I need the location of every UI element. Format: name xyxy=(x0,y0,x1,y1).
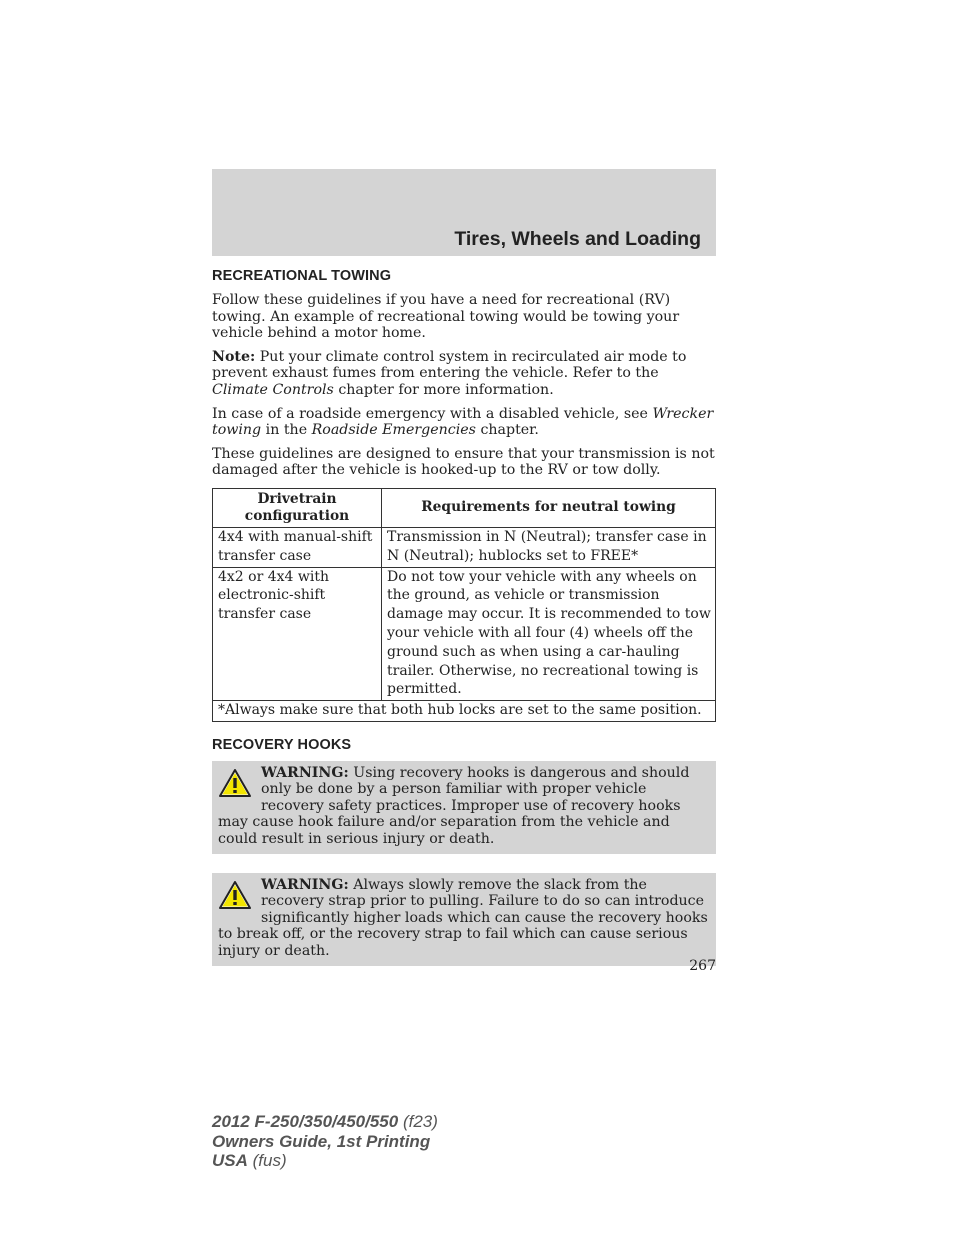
recreational-towing-heading: RECREATIONAL TOWING xyxy=(212,268,392,284)
page-number: 267 xyxy=(689,958,716,974)
page-content xyxy=(212,266,716,985)
requirements-cell: Do not tow your vehicle with any wheels on the ground, as vehicle or transmission damage may occur. It is recommended to tow your vehicle with all four (4) wheels off the ground such as when using a car-hauling trailer. Otherwise, no recreational towing is permitted. xyxy=(382,567,716,701)
footer-model-code: (f23) xyxy=(398,1112,438,1131)
warning-triangle-icon xyxy=(218,768,252,798)
warning-box xyxy=(212,873,716,966)
footer-line-3 xyxy=(212,1151,438,1171)
document-footer xyxy=(212,1112,438,1171)
table-footnote: *Always make sure that both hub locks are set to the same position. xyxy=(213,701,716,722)
footer-region-code: (fus) xyxy=(247,1151,287,1171)
roadside-emergencies-reference: Roadside Emergencies xyxy=(311,422,476,439)
emergency-paragraph xyxy=(212,406,716,439)
note-text-2: chapter for more information. xyxy=(333,381,554,398)
footer-region: USA xyxy=(212,1151,248,1171)
warning-label: WARNING: xyxy=(261,876,349,893)
intro-paragraph: Follow these guidelines if you have a need for recreational (RV) towing. An example of recreational towing would be towing your vehicle behind a motor home. xyxy=(212,292,680,342)
climate-controls-reference: Climate Controls xyxy=(212,381,334,398)
emergency-text-3: chapter. xyxy=(475,422,539,439)
footer-line-1 xyxy=(212,1112,438,1132)
chapter-header xyxy=(212,169,716,256)
note-text-1: Put your climate control system in recirculated air mode to prevent exhaust fumes from entering the vehicle. Refer to the xyxy=(212,348,687,382)
drivetrain-header: Drivetrain configuration xyxy=(213,488,382,527)
table-row xyxy=(213,567,716,701)
warning-triangle-icon xyxy=(218,880,252,910)
warning-label: WARNING: xyxy=(261,764,349,781)
wrecker-towing-reference: Wrecker towing xyxy=(212,405,714,439)
footer-line-2 xyxy=(212,1132,438,1152)
footer-model: 2012 F-250/350/450/550 xyxy=(212,1112,399,1131)
table-footnote-row xyxy=(213,701,716,722)
towing-requirements-table xyxy=(212,488,716,722)
warning-text: Always slowly remove the slack from the recovery strap prior to pulling. Failure to do so can introduce significantly higher loads which can cause the recovery hooks to break off, or the recovery strap to fail which can cause serious injury or death. xyxy=(218,876,708,959)
drivetrain-cell: 4x4 with manual-shift transfer case xyxy=(213,527,382,567)
requirements-cell: Transmission in N (Neutral); transfer case in N (Neutral); hublocks set to FREE* xyxy=(382,527,716,567)
table-row xyxy=(213,527,716,567)
emergency-text-1: In case of a roadside emergency with a disabled vehicle, see xyxy=(212,405,653,422)
emergency-text-2: in the xyxy=(261,422,312,439)
warning-text: Using recovery hooks is dangerous and should only be done by a person familiar with proper vehicle recovery safety practices. Improper use of recovery hooks may cause hook failure and/or separation from the vehicle and could result in serious injury or death. xyxy=(218,764,690,847)
table-header-row xyxy=(213,488,716,527)
chapter-title: Tires, Wheels and Loading xyxy=(454,228,701,250)
recovery-hooks-heading: RECOVERY HOOKS xyxy=(212,736,352,753)
note-label: Note: xyxy=(212,348,256,365)
drivetrain-cell: 4x2 or 4x4 with electronic-shift transfer case xyxy=(213,567,382,701)
guidelines-paragraph: These guidelines are designed to ensure that your transmission is not damaged after the vehicle is hooked-up to the RV or tow dolly. xyxy=(212,445,715,479)
requirements-header: Requirements for neutral towing xyxy=(382,488,716,527)
note-paragraph xyxy=(212,349,716,399)
warning-box xyxy=(212,761,716,854)
footer-guide: Owners Guide, 1st Printing xyxy=(212,1131,431,1151)
